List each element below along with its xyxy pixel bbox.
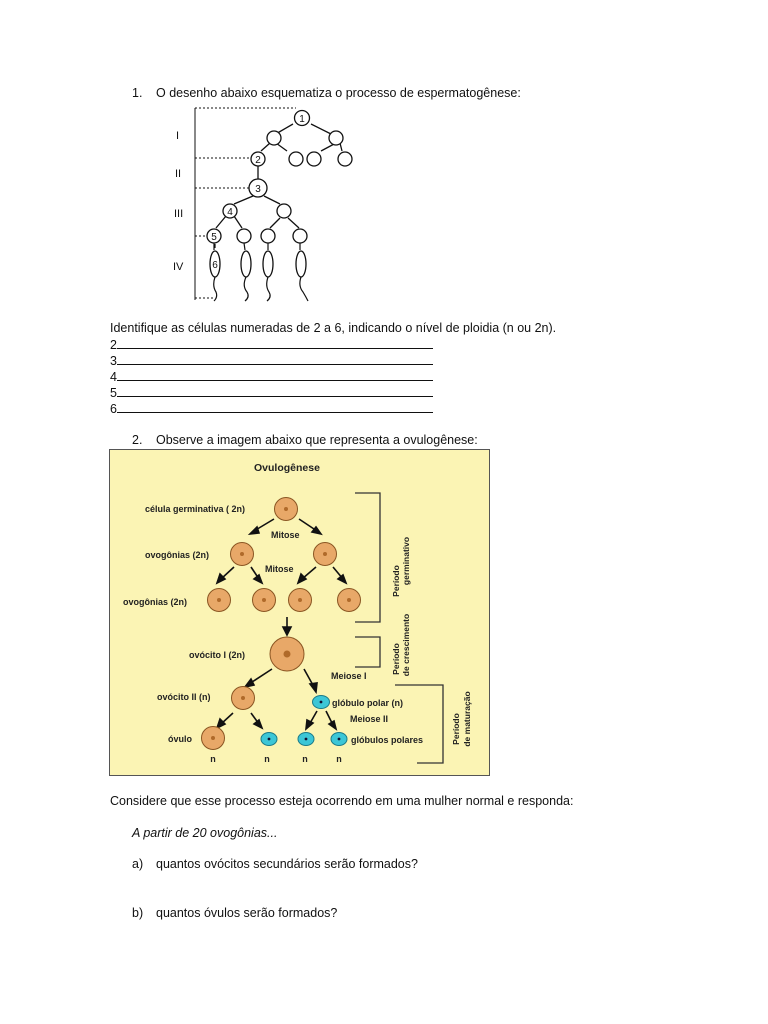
question-1-instruction: Identifique as células numeradas de 2 a 6, indicando o nível de ploidia (n ou 2n).: [110, 321, 557, 335]
item-b-label: b): [132, 906, 144, 920]
label-ovocito-2: ovócito II (n): [157, 692, 211, 702]
cell-number-1: 1: [299, 114, 305, 125]
question-1-number: 1.: [132, 86, 143, 100]
answer-line-label: 6: [110, 402, 117, 416]
stage-label-3: III: [174, 208, 184, 220]
label-mitose-2: Mitose: [265, 564, 294, 574]
stage-label-4: IV: [173, 261, 184, 273]
answer-line-2[interactable]: [110, 337, 433, 352]
answer-line-5[interactable]: [110, 385, 433, 400]
question-2-number: 2.: [132, 433, 143, 447]
period-crescimento-line1: Período: [391, 643, 401, 675]
answer-line-label: 3: [110, 354, 117, 368]
period-germinativo-line2: germinativo: [401, 536, 411, 586]
label-meiose-2: Meiose II: [350, 714, 389, 724]
item-a-label: a): [132, 857, 144, 871]
label-ovogonias-2: ovogônias (2n): [123, 597, 188, 607]
cell-number-6: 6: [212, 260, 218, 271]
item-a-text: quantos ovócitos secundários serão formados?: [156, 857, 418, 871]
cell-number-4: 4: [227, 207, 233, 218]
item-b-text: quantos óvulos serão formados?: [156, 906, 338, 920]
label-globulos-polares: glóbulos polares: [351, 735, 424, 745]
ploidy-label: n: [210, 754, 216, 764]
ovulogenesis-figure: [109, 449, 490, 776]
stage-label-2: II: [175, 168, 182, 180]
answer-line-label: 5: [110, 386, 117, 400]
label-ovulo: óvulo: [168, 734, 192, 744]
question-1-text: O desenho abaixo esquematiza o processo de espermatogênese:: [156, 86, 521, 100]
period-germinativo-line1: Período: [391, 565, 401, 597]
label-globulo-polar: glóbulo polar (n): [332, 698, 403, 708]
period-maturacao-line2: de maturação: [462, 691, 472, 747]
answer-line-label: 2: [110, 338, 117, 352]
spermatogenesis-diagram: [168, 100, 368, 304]
ploidy-label: n: [264, 754, 270, 764]
label-meiose-1: Meiose I: [331, 671, 367, 681]
period-maturacao-line1: Período: [451, 713, 461, 745]
premise-text: A partir de 20 ovogônias...: [132, 826, 278, 840]
label-germ-cell: célula germinativa ( 2n): [145, 504, 246, 514]
cell-number-3: 3: [255, 184, 261, 195]
figure-title: Ovulogênese: [254, 462, 320, 474]
answer-line-3[interactable]: [110, 353, 433, 368]
answer-line-4[interactable]: [110, 369, 433, 384]
consider-text: Considere que esse processo esteja ocorrendo em uma mulher normal e responda:: [110, 794, 574, 808]
answer-line-6[interactable]: [110, 401, 433, 416]
period-crescimento-line2: de crescimento: [401, 613, 411, 677]
cell-number-5: 5: [211, 232, 217, 243]
answer-line-label: 4: [110, 370, 117, 384]
cell-number-2: 2: [255, 155, 261, 166]
label-ovocito-1: ovócito I (2n): [189, 650, 245, 660]
label-ovogonias-1: ovogônias (2n): [145, 550, 210, 560]
ploidy-label: n: [336, 754, 342, 764]
ploidy-label: n: [302, 754, 308, 764]
question-2-text: Observe a imagem abaixo que representa a ovulogênese:: [156, 433, 478, 447]
label-mitose-1: Mitose: [271, 530, 300, 540]
stage-label-1: I: [176, 130, 180, 142]
